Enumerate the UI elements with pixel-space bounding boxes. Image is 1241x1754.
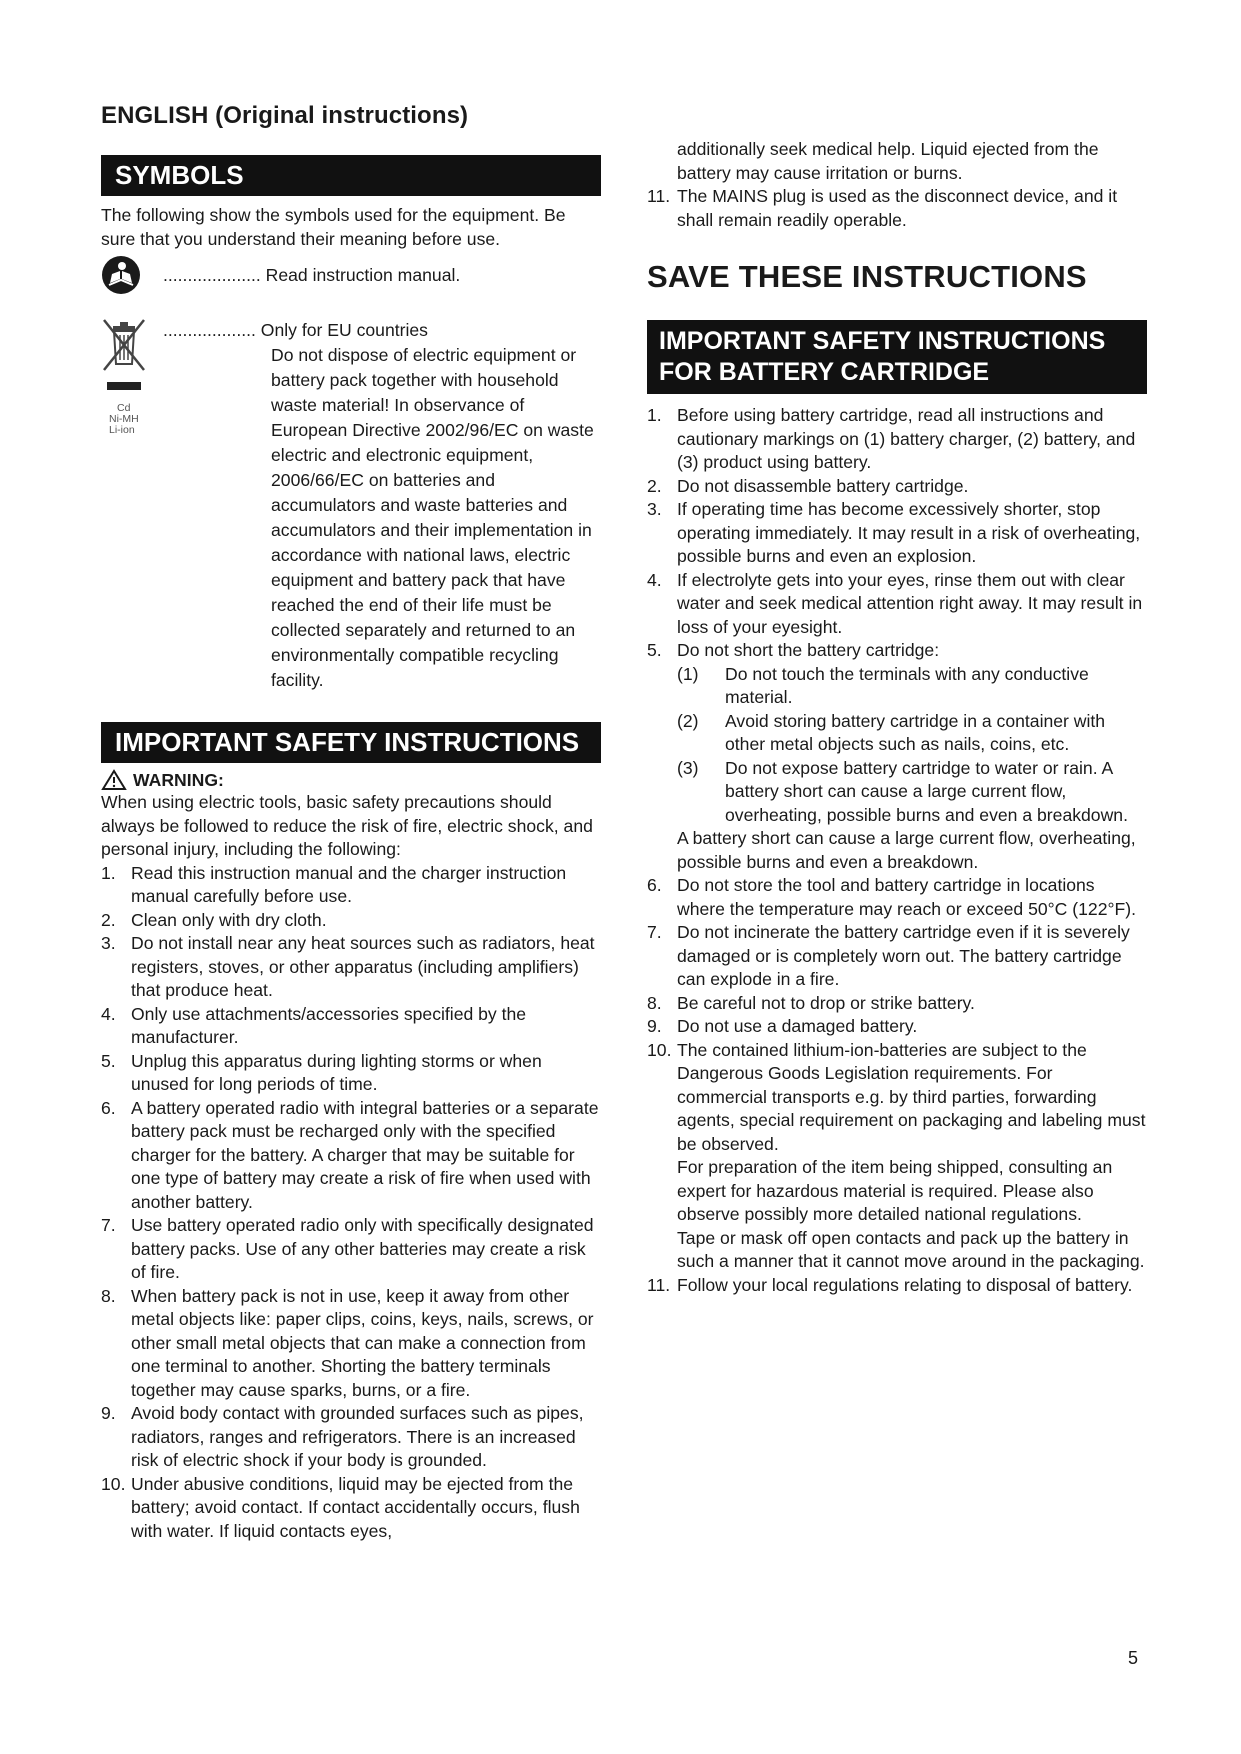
item10-para1: The contained lithium-ion-batteries are subject to the Dangerous Goods Legislation requirements. For commercial transports e.g. by third parties, forwarding agents, special requirement on packaging and labeling must be observed. <box>677 1039 1146 1154</box>
list-item: 2. Do not disassemble battery cartridge. <box>647 475 969 496</box>
list-item: 4. If electrolyte gets into your eyes, rinse them out with clear water and seek medical attention right away. It may result in loss of your eyesight. <box>647 569 1143 637</box>
battery-title-line2: FOR BATTERY CARTRIDGE <box>659 358 990 386</box>
list-item: 5. Unplug this apparatus during lighting storms or when unused for long periods of time. <box>101 1050 542 1094</box>
warning-line <box>101 769 601 791</box>
battery-title <box>647 320 1147 394</box>
list-item: 1. Before using battery cartridge, read all instructions and cautionary markings on (1) battery charger, (2) battery, and (3) product using battery. <box>647 405 1136 472</box>
sub-item: (1) Do not touch the terminals with any conductive material. <box>677 663 1089 707</box>
item10-para3: Tape or mask off open contacts and pack up the battery in such a manner that it cannot move around in the packaging. <box>677 1227 1145 1271</box>
symbol-read-manual-row <box>101 255 601 300</box>
list-item: 2. Clean only with dry cloth. <box>101 909 327 930</box>
list-item: 3. Do not install near any heat sources such as radiators, heat registers, stoves, or other apparatus (including amplifiers) that produce heat. <box>101 933 595 1000</box>
list-item: 7. Do not incinerate the battery cartridge even if it is severely damaged or is completely worn out. The battery cartridge can explode in a fire. <box>647 922 1130 989</box>
list-item: 9. Do not use a damaged battery. <box>647 1016 918 1036</box>
battery-title-line1: IMPORTANT SAFETY INSTRUCTIONS <box>659 327 1106 355</box>
read-manual-icon <box>101 255 141 295</box>
list-item: 8. Be careful not to drop or strike battery. <box>647 992 975 1013</box>
list-item: 1. Read this instruction manual and the charger instruction manual carefully before use. <box>101 862 567 906</box>
list-item: 3. If operating time has become excessively shorter, stop operating immediately. It may result in a risk of overheating, possible burns and even an explosion. <box>647 499 1141 566</box>
item10-para2: For preparation of the item being shipped, consulting an expert for hazardous material is required. Please also observe possibly more detailed national regulations. <box>677 1157 1113 1224</box>
safety-list-continued <box>647 138 1147 232</box>
safety-title: IMPORTANT SAFETY INSTRUCTIONS <box>101 722 601 763</box>
list-item: 4. Only use attachments/accessories specified by the manufacturer. <box>101 1003 527 1047</box>
list-item: 7. Use battery operated radio only with specifically designated battery packs. Use of any other batteries may create a risk of fire. <box>101 1215 594 1282</box>
chem-cd: Cd <box>117 402 131 414</box>
save-instructions-title: SAVE THESE INSTRUCTIONS <box>647 259 1087 294</box>
list-item: 6. Do not store the tool and battery cartridge in locations where the temperature may reach or exceed 50°C (122°F). <box>647 875 1137 919</box>
warning-triangle-icon <box>101 769 127 791</box>
chem-liion: Li-ion <box>109 424 135 436</box>
list-item: 11. The MAINS plug is used as the disconnect device, and it shall remain readily operable. <box>647 186 1118 230</box>
symbols-title: SYMBOLS <box>101 155 601 196</box>
list-item-continuation: additionally seek medical help. Liquid ejected from the battery may cause irritation or burns. <box>677 139 1099 183</box>
page-number: 5 <box>1128 1648 1139 1668</box>
warning-label: WARNING: <box>133 770 224 790</box>
right-column <box>647 138 1147 1297</box>
battery-list <box>647 404 1147 1297</box>
eu-dots: ................... <box>163 320 256 340</box>
list-item: 10. The contained lithium-ion-batteries are subject to the Dangerous Goods Legislation requirements. For commercial transports e.g. by third parties, forwarding agents, special requirement on packaging and labeling must be observed. For preparation of the item being shipped, consulting an expert for hazardous material is required. Please also observe possibly more detailed national regulations. Tape or mask off open contacts and pack up the battery in such a manner that it cannot move around in the packaging. <box>647 1039 1147 1274</box>
language-heading: ENGLISH (Original instructions) <box>101 102 469 129</box>
safety-list <box>101 862 601 1544</box>
crossed-bin-icon <box>101 316 147 406</box>
sub-item: (3) Do not expose battery cartridge to water or rain. A battery short can cause a large current flow, overheating, possible burns and even a breakdown. <box>677 757 1128 825</box>
list-item: 11. Follow your local regulations relating to disposal of battery. <box>647 1274 1133 1295</box>
list-item: 6. A battery operated radio with integral batteries or a separate battery pack must be recharged only with the specified charger for the battery. A charger that may be suitable for one type of battery may create a risk of fire when used with another battery. <box>101 1097 599 1212</box>
chem-labels <box>101 403 163 436</box>
symbol-eu-row <box>101 316 601 693</box>
list-item: 10. Under abusive conditions, liquid may be ejected from the battery; avoid contact. If contact accidentally occurs, flush with water. If liquid contacts eyes, <box>101 1473 580 1541</box>
list-item: 5. Do not short the battery cartridge: (1) Do not touch the terminals with any conductive material. (2) Avoid storing battery cartridge in a container with other metal objects such as nails, coins, etc. (3) Do not expose battery cartridge to water or rain. A battery short can cause a large current flow, overheating, possible burns and even a breakdown. A battery short can cause a large current flow, overheating, possible burns and even a breakdown. <box>647 639 1147 874</box>
sub-item: (2) Avoid storing battery cartridge in a container with other metal objects such as nails, coins, etc. <box>677 710 1106 754</box>
list-item: 9. Avoid body contact with grounded surfaces such as pipes, radiators, ranges and refrigerators. There is an increased risk of electric shock if your body is grounded. <box>101 1403 584 1470</box>
read-manual-text: Read instruction manual. <box>265 265 461 285</box>
chem-nimh: Ni-MH <box>109 413 139 425</box>
item5-tail: A battery short can cause a large current flow, overheating, possible burns and even a breakdown. <box>677 828 1136 872</box>
eu-description: Do not dispose of electric equipment or battery pack together with household waste material! In observance of European Directive 2002/96/EC on waste electric and electronic equipment, 2006/66/EC on batteries and accumulators and waste batteries and accumulators and their implementation in accordance with national laws, electric equipment and battery pack that have reached the end of their life must be collected separately and returned to an environmentally compatible recycling facility. <box>271 345 594 690</box>
read-manual-dots: .................... <box>163 265 261 285</box>
symbols-intro: The following show the symbols used for the equipment. Be sure that you understand their meaning before use. <box>101 205 566 249</box>
list-item: 8. When battery pack is not in use, keep it away from other metal objects like: paper clips, coins, keys, nails, screws, or other small metal objects that can make a connection from one terminal to another. Shorting the battery terminals together may cause sparks, burns, or a fire. <box>101 1285 594 1400</box>
eu-line1: Only for EU countries <box>260 320 428 340</box>
left-column <box>101 102 601 1543</box>
safety-intro: When using electric tools, basic safety precautions should always be followed to reduce the risk of fire, electric shock, and personal injury, including the following: <box>101 792 593 859</box>
battery-sublist <box>677 663 1147 828</box>
